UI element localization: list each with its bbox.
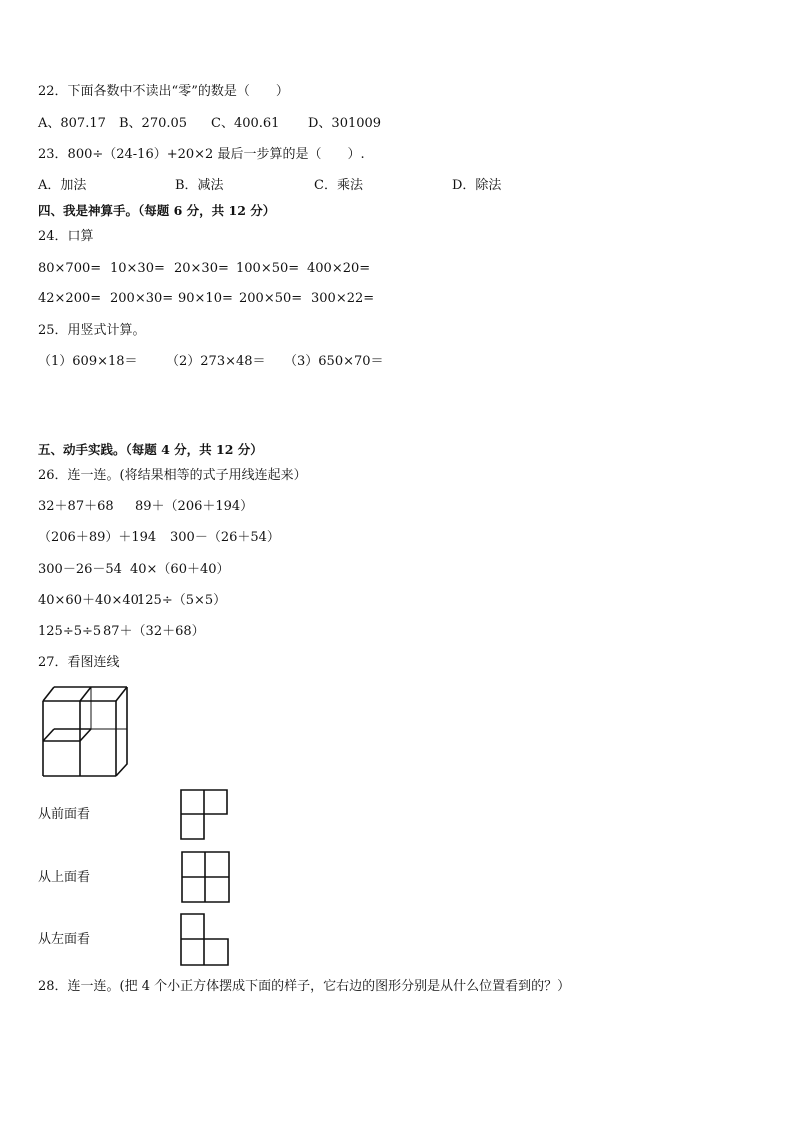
view-label-top: 从上面看 [38, 870, 91, 885]
q26-right-item: 300－（26＋54） [170, 530, 280, 545]
q25-item-3: （3）650×70＝ [284, 354, 384, 369]
q24-r1-item: 80×700= [38, 261, 102, 276]
q22-option-d: D、301009 [308, 116, 382, 131]
q22-stem: 22．下面各数中不读出“零”的数是（ ） [38, 84, 289, 99]
q23-option-c: C．乘法 [314, 178, 363, 193]
q28-stem: 28．连一连。(把 4 个小正方体摆成下面的样子，它右边的图形分别是从什么位置看到的？） [38, 979, 571, 994]
q24-r1-item: 20×30= [174, 261, 229, 276]
q24-r2-item: 200×50= [239, 291, 303, 306]
q26-right-item: 125÷（5×5） [137, 593, 227, 608]
q24-r2-item: 42×200= [38, 291, 102, 306]
q24-r1-item: 10×30= [110, 261, 165, 276]
q26-left-item: 300－26－54 [38, 562, 122, 577]
view-shape-front[interactable] [180, 789, 230, 841]
q25-item-1: （1）609×18＝ [38, 354, 138, 369]
section5-title: 五、动手实践。（每题 4 分，共 12 分） [38, 442, 263, 457]
q24-r2-item: 300×22= [311, 291, 375, 306]
q22-option-a: A、807.17 [38, 116, 106, 131]
q26-left-item: 32＋87＋68 [38, 499, 114, 514]
view-label-left: 从左面看 [38, 932, 91, 947]
q27-stem: 27．看图连线 [38, 655, 120, 670]
section4-title: 四、我是神算手。（每题 6 分，共 12 分） [38, 203, 276, 218]
q24-r1-item: 400×20= [307, 261, 371, 276]
q22-option-c: C、400.61 [211, 116, 280, 131]
q25-items [38, 354, 384, 418]
q24-r1-item: 100×50= [236, 261, 300, 276]
q26-left-item: （206＋89）＋194 [38, 530, 157, 545]
q26-stem: 26．连一连。(将结果相等的式子用线连起来） [38, 468, 307, 483]
q26-right-item: 40×（60＋40） [130, 562, 230, 577]
q25-stem: 25．用竖式计算。 [38, 323, 146, 338]
cube-stack-figure [38, 684, 132, 780]
q24-r2-item: 90×10= [178, 291, 233, 306]
q22-option-b: B、270.05 [119, 116, 188, 131]
q25-item-2: （2）273×48＝ [166, 354, 266, 369]
q26-left-item: 40×60＋40×40 [38, 593, 139, 608]
q23-option-d: D．除法 [452, 178, 502, 193]
q26-right-item: 87＋（32＋68） [103, 624, 205, 639]
view-shape-left[interactable] [180, 913, 230, 967]
q23-option-b: B．减法 [175, 178, 224, 193]
q23-option-a: A．加法 [38, 178, 87, 193]
view-shape-top[interactable] [181, 851, 231, 905]
q24-r2-item: 200×30= [110, 291, 174, 306]
q26-right-item: 89＋（206＋194） [135, 499, 254, 514]
q26-left-item: 125÷5÷5 [38, 624, 102, 639]
q23-stem: 23．800÷（24-16）+20×2 最后一步算的是（ ）. [38, 147, 365, 162]
q24-stem: 24．口算 [38, 229, 94, 244]
view-label-front: 从前面看 [38, 807, 91, 822]
